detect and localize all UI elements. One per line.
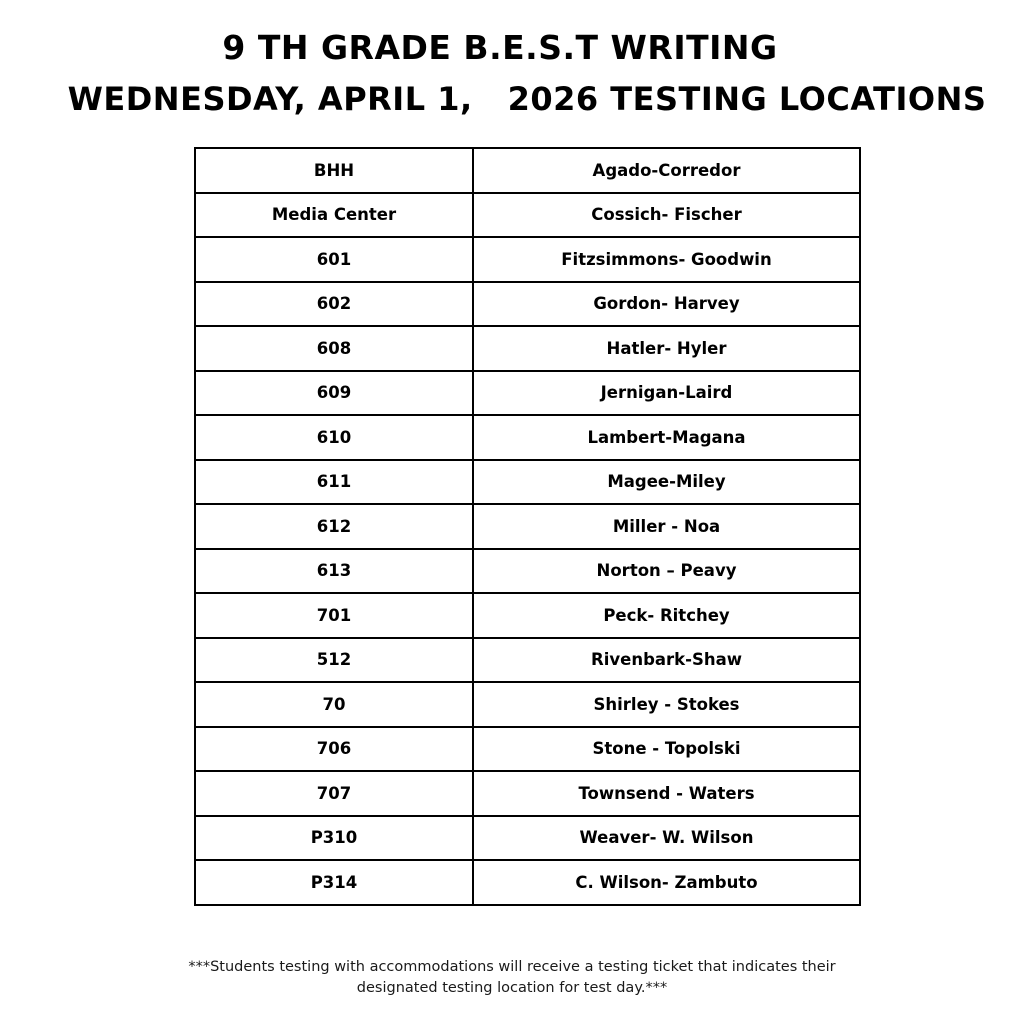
- table-row: [195, 504, 860, 549]
- room-cell: 707: [195, 771, 473, 816]
- table-row: [195, 193, 860, 238]
- names-range-cell: Lambert-Magana: [473, 415, 860, 460]
- room-cell: 611: [195, 460, 473, 505]
- page-title: 9 TH GRADE B.E.S.T WRITING: [222, 28, 778, 67]
- room-cell: 706: [195, 727, 473, 772]
- table-row: [195, 860, 860, 905]
- table-row: [195, 371, 860, 416]
- names-range-cell: Weaver- W. Wilson: [473, 816, 860, 861]
- room-cell: 612: [195, 504, 473, 549]
- room-cell: 701: [195, 593, 473, 638]
- room-cell: 602: [195, 282, 473, 327]
- names-range-cell: Jernigan-Laird: [473, 371, 860, 416]
- names-range-cell: Norton – Peavy: [473, 549, 860, 594]
- room-cell: Media Center: [195, 193, 473, 238]
- room-cell: 512: [195, 638, 473, 683]
- names-range-cell: Peck- Ritchey: [473, 593, 860, 638]
- names-range-cell: Fitzsimmons- Goodwin: [473, 237, 860, 282]
- names-range-cell: Agado-Corredor: [473, 148, 860, 193]
- names-range-cell: Rivenbark-Shaw: [473, 638, 860, 683]
- room-cell: P310: [195, 816, 473, 861]
- names-range-cell: Shirley - Stokes: [473, 682, 860, 727]
- names-range-cell: Cossich- Fischer: [473, 193, 860, 238]
- locations-table-container: [194, 147, 859, 906]
- room-cell: BHH: [195, 148, 473, 193]
- table-row: [195, 237, 860, 282]
- names-range-cell: Townsend - Waters: [473, 771, 860, 816]
- table-row: [195, 282, 860, 327]
- page-subtitle: WEDNESDAY, APRIL 1, 2026 TESTING LOCATIONS: [67, 80, 987, 118]
- names-range-cell: Hatler- Hyler: [473, 326, 860, 371]
- names-range-cell: Stone - Topolski: [473, 727, 860, 772]
- footnote-line-2: designated testing location for test day.***: [356, 980, 668, 996]
- table-row: [195, 549, 860, 594]
- footnote-line-1: ***Students testing with accommodations will receive a testing ticket that indicates their: [188, 959, 836, 975]
- room-cell: 610: [195, 415, 473, 460]
- room-cell: P314: [195, 860, 473, 905]
- locations-table: [194, 147, 861, 906]
- table-row: [195, 816, 860, 861]
- room-cell: 601: [195, 237, 473, 282]
- names-range-cell: C. Wilson- Zambuto: [473, 860, 860, 905]
- table-row: [195, 638, 860, 683]
- table-row: [195, 593, 860, 638]
- locations-table-body: [195, 148, 860, 905]
- room-cell: 608: [195, 326, 473, 371]
- room-cell: 70: [195, 682, 473, 727]
- names-range-cell: Miller - Noa: [473, 504, 860, 549]
- table-row: [195, 460, 860, 505]
- table-row: [195, 727, 860, 772]
- table-row: [195, 415, 860, 460]
- accommodations-footnote: [150, 957, 874, 999]
- room-cell: 613: [195, 549, 473, 594]
- room-cell: 609: [195, 371, 473, 416]
- table-row: [195, 148, 860, 193]
- names-range-cell: Magee-Miley: [473, 460, 860, 505]
- names-range-cell: Gordon- Harvey: [473, 282, 860, 327]
- table-row: [195, 682, 860, 727]
- table-row: [195, 771, 860, 816]
- table-row: [195, 326, 860, 371]
